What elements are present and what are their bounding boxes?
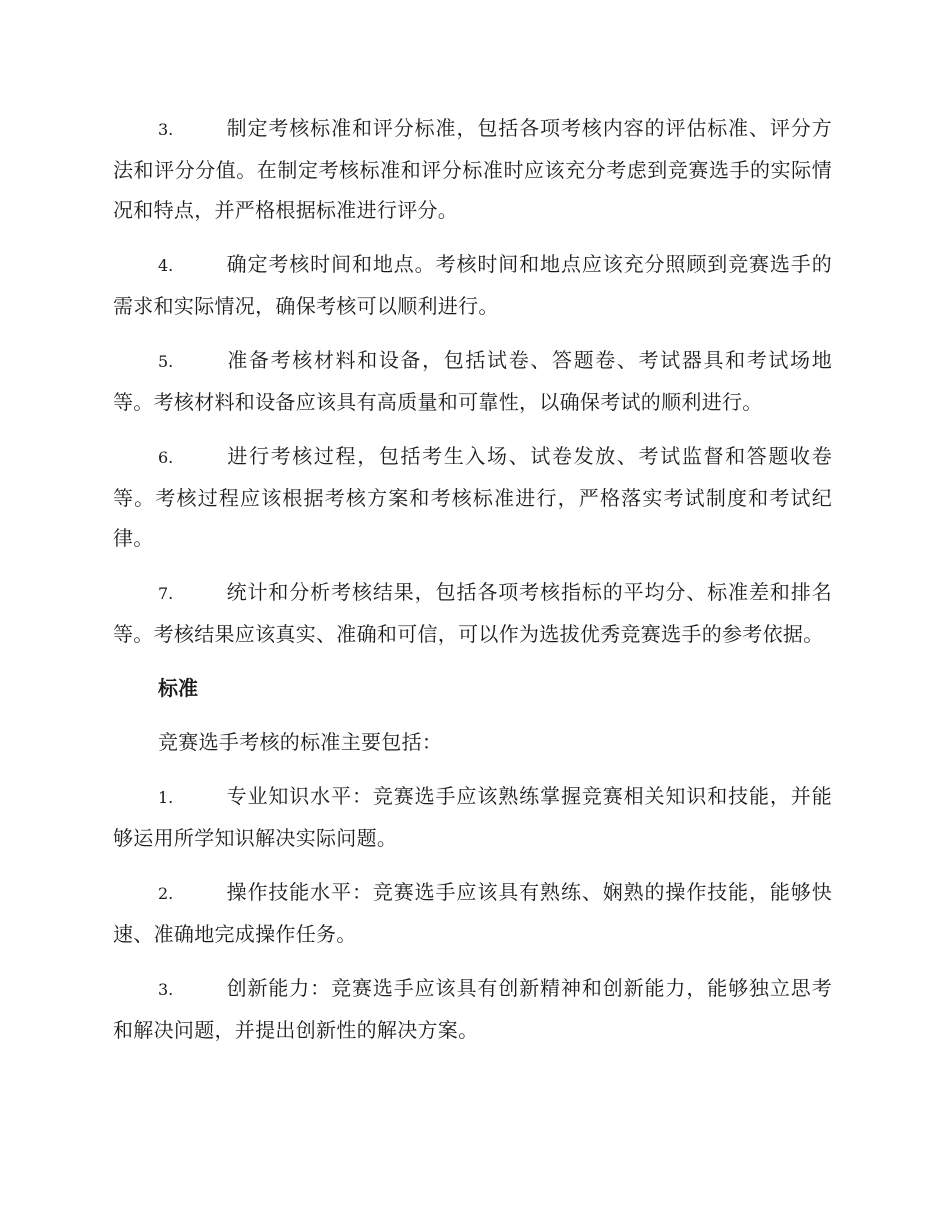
section-heading: 标准	[158, 676, 198, 700]
list-item-7	[113, 572, 832, 654]
list-item-text: 操作技能水平：竞赛选手应该具有熟练、娴熟的操作技能，能够快速、准确地完成操作任务。	[113, 880, 832, 946]
list-number: 5.	[158, 352, 174, 371]
list-number: 2.	[158, 884, 174, 903]
criteria-item-2	[113, 872, 832, 954]
list-item-3	[113, 108, 832, 230]
list-item-text: 统计和分析考核结果，包括各项考核指标的平均分、标准差和排名等。考核结果应该真实、准确和可信，可以作为选拔优秀竞赛选手的参考依据。	[113, 580, 832, 646]
list-number: 7.	[158, 584, 174, 603]
criteria-item-1	[113, 776, 832, 858]
criteria-item-3	[113, 968, 832, 1050]
section-intro: 竞赛选手考核的标准主要包括：	[158, 730, 443, 754]
list-item-text: 确定考核时间和地点。考核时间和地点应该充分照顾到竞赛选手的需求和实际情况，确保考核可以顺利进行。	[113, 252, 832, 318]
list-item-text: 专业知识水平：竞赛选手应该熟练掌握竞赛相关知识和技能，并能够运用所学知识解决实际问题。	[113, 784, 832, 850]
list-number: 1.	[158, 788, 174, 807]
list-item-text: 准备考核材料和设备，包括试卷、答题卷、考试器具和考试场地等。考核材料和设备应该具有高质量和可靠性，以确保考试的顺利进行。	[113, 348, 832, 414]
list-number: 3.	[158, 120, 174, 139]
list-item-text: 创新能力：竞赛选手应该具有创新精神和创新能力，能够独立思考和解决问题，并提出创新性的解决方案。	[113, 976, 832, 1042]
list-number: 3.	[158, 980, 174, 999]
list-item-text: 制定考核标准和评分标准，包括各项考核内容的评估标准、评分方法和评分分值。在制定考核标准和评分标准时应该充分考虑到竞赛选手的实际情况和特点，并严格根据标准进行评分。	[113, 116, 832, 222]
list-item-5	[113, 340, 832, 422]
list-number: 6.	[158, 448, 174, 467]
list-item-text: 进行考核过程，包括考生入场、试卷发放、考试监督和答题收卷等。考核过程应该根据考核方案和考核标准进行，严格落实考试制度和考试纪律。	[113, 444, 832, 550]
list-number: 4.	[158, 256, 174, 275]
list-item-6	[113, 436, 832, 558]
list-item-4	[113, 244, 832, 326]
